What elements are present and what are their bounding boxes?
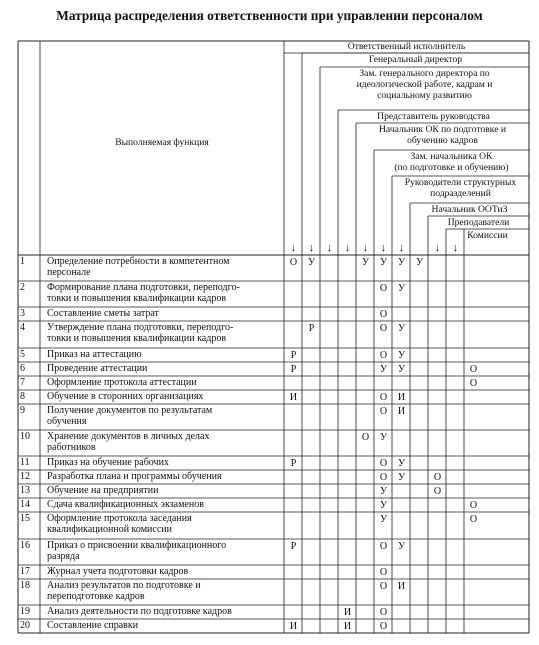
responsibility-mark: У [397, 283, 406, 294]
function-text-line: Обучение в сторонних организациях [47, 391, 204, 402]
function-cell [47, 391, 203, 402]
row-number: 16 [20, 540, 30, 551]
row-number: 15 [20, 513, 30, 524]
row-number: 19 [20, 606, 30, 617]
down-arrow-icon: ↓ [326, 242, 333, 254]
responsibility-mark: У [397, 364, 406, 375]
down-arrow-icon: ↓ [290, 242, 297, 254]
responsibility-mark: О [469, 364, 478, 375]
function-text-line: Определение потребности в компетентном [47, 256, 230, 267]
function-text-line: обучения [47, 416, 87, 428]
function-text-line: Получение документов по результатам [47, 405, 213, 416]
function-text-line: Обучение на предприятии [47, 485, 159, 496]
function-cell [47, 363, 147, 374]
role-header-line: Зам. начальника ОК [410, 151, 493, 162]
function-cell [47, 457, 169, 468]
responsibility-mark: О [379, 567, 388, 578]
responsibility-mark: Р [290, 541, 297, 552]
role-header-line: Преподаватели [447, 217, 510, 228]
function-text-line: работников [47, 442, 96, 454]
role-header-line: идеологической работе, кадрам и [356, 79, 493, 90]
row-number: 9 [20, 405, 25, 416]
responsibility-mark: Р [308, 323, 315, 334]
responsibility-mark: О [379, 323, 388, 334]
responsibility-mark: У [397, 541, 406, 552]
function-cell [47, 431, 209, 453]
responsibility-mark: О [379, 392, 388, 403]
function-text-line: квалификационной комиссии [47, 524, 172, 536]
function-text-line: разряда [47, 551, 80, 563]
role-header-line: Начальник ОК по подготовке и [378, 124, 507, 135]
function-text-line: Утверждение плана подготовки, переподго- [47, 322, 234, 333]
row-number: 7 [20, 377, 25, 388]
function-text-line: Формирование плана подготовки, переподго- [47, 282, 240, 293]
responsibility-mark: О [379, 621, 388, 632]
responsibility-mark: О [433, 472, 442, 483]
responsibility-mark: У [379, 364, 388, 375]
page-title: Матрица распределения ответственности при управлении персоналом [56, 8, 483, 23]
function-column-header: Выполняемая функция [115, 137, 209, 148]
responsibility-mark: У [379, 500, 388, 511]
function-cell [47, 513, 192, 535]
responsibility-mark: О [361, 432, 370, 443]
down-arrow-icon: ↓ [344, 242, 351, 254]
responsibility-mark: О [379, 350, 388, 361]
row-number: 20 [20, 620, 30, 631]
down-arrow-icon: ↓ [380, 242, 387, 254]
function-text-line: персонале [47, 267, 91, 279]
responsibility-mark: У [379, 514, 388, 525]
responsibility-mark: У [307, 257, 316, 268]
function-text-line: Приказ о присвоении квалификационного [47, 540, 227, 551]
function-text-line: товки и повышения квалификации кадров [47, 333, 227, 345]
function-text-line: Сдача квалификационных экзаменов [47, 499, 204, 510]
down-arrow-icon: ↓ [452, 242, 459, 254]
responsibility-mark: И [289, 621, 298, 632]
responsibility-mark: Р [290, 350, 297, 361]
role-header-line: Начальник ООТиЗ [431, 204, 508, 215]
row-number: 3 [20, 308, 25, 319]
responsibility-mark: У [379, 257, 388, 268]
responsibility-mark: У [379, 486, 388, 497]
function-cell [47, 308, 159, 319]
responsibility-mark: О [379, 541, 388, 552]
row-number: 14 [20, 499, 30, 510]
responsibility-mark: И [289, 392, 298, 403]
responsibility-mark: У [415, 257, 424, 268]
responsibility-mark: Р [290, 364, 297, 375]
role-header-line: обучению кадров [407, 135, 478, 146]
row-number: 13 [20, 485, 30, 496]
row-number: 11 [20, 457, 30, 468]
function-text-line: Проведение аттестации [47, 363, 148, 374]
role-header-line: Комиссии [467, 230, 508, 241]
row-number: 1 [20, 256, 25, 267]
responsibility-mark: О [433, 486, 442, 497]
function-cell [47, 322, 233, 344]
function-text-line: Анализ результатов по подготовке и [47, 580, 201, 591]
function-text-line: Составление справки [47, 620, 139, 631]
responsibility-mark: О [469, 378, 478, 389]
function-text-line: товки и повышения квалификации кадров [47, 293, 227, 305]
function-cell [47, 405, 212, 427]
row-number: 2 [20, 282, 25, 293]
function-cell [47, 580, 201, 602]
function-text-line: Разработка плана и программы обучения [47, 471, 222, 482]
responsibility-mark: О [379, 309, 388, 320]
responsibility-mark: О [379, 581, 388, 592]
responsibility-mark: У [379, 432, 388, 443]
function-text-line: Хранение документов в личных делах [47, 431, 210, 442]
down-arrow-icon: ↓ [308, 242, 315, 254]
responsibility-mark: У [397, 350, 406, 361]
responsibility-mark: Р [290, 458, 297, 469]
responsibility-mark: О [379, 406, 388, 417]
function-cell [47, 471, 222, 482]
function-cell [47, 499, 204, 510]
responsibility-mark: О [379, 472, 388, 483]
responsibility-mark: И [397, 406, 406, 417]
responsibility-mark: И [397, 581, 406, 592]
role-header-line: Руководители структурных [404, 177, 517, 188]
row-number: 4 [20, 322, 25, 333]
responsibility-mark: У [397, 458, 406, 469]
down-arrow-icon: ↓ [362, 242, 369, 254]
down-arrow-icon: ↓ [434, 242, 441, 254]
function-cell [47, 620, 138, 631]
down-arrow-icon: ↓ [398, 242, 405, 254]
responsibility-mark: О [379, 607, 388, 618]
function-cell [47, 566, 188, 577]
function-text-line: Приказ на обучение рабочих [47, 457, 169, 468]
responsibility-mark: И [343, 607, 352, 618]
function-text-line: Составление сметы затрат [47, 308, 159, 319]
role-header-line: социальному развитию [377, 90, 472, 101]
row-number: 5 [20, 349, 25, 360]
row-number: 10 [20, 431, 30, 442]
function-cell [47, 349, 142, 360]
function-text-line: Приказ на аттестацию [47, 349, 142, 360]
responsibility-mark: О [469, 514, 478, 525]
responsibility-mark: О [379, 458, 388, 469]
function-cell [47, 485, 158, 496]
responsibility-mark: И [343, 621, 352, 632]
function-cell [47, 282, 240, 304]
role-header-line: Зам. генерального директора по [359, 68, 490, 79]
function-cell [47, 377, 197, 388]
function-text-line: Оформление протокола аттестации [47, 377, 197, 388]
function-text-line: переподготовке кадров [47, 591, 145, 603]
function-cell [47, 256, 230, 278]
responsibility-mark: У [397, 323, 406, 334]
responsibility-mark: И [397, 392, 406, 403]
function-text-line: Оформление протокола заседания [47, 513, 192, 524]
role-header-line: подразделений [430, 188, 491, 199]
row-number: 6 [20, 363, 25, 374]
function-cell [47, 606, 232, 617]
responsibility-mark: У [361, 257, 370, 268]
responsibility-mark: О [379, 283, 388, 294]
role-header-line: Генеральный директор [368, 54, 463, 65]
role-header-line: (по подготовке и обучению) [394, 162, 509, 173]
responsibility-mark: О [289, 257, 298, 268]
row-number: 8 [20, 391, 25, 402]
row-number: 12 [20, 471, 30, 482]
row-number: 18 [20, 580, 30, 591]
role-header-line: Представитель руководства [377, 111, 490, 122]
responsibility-mark: О [469, 500, 478, 511]
responsibility-mark: У [397, 472, 406, 483]
function-text-line: Журнал учета подготовки кадров [47, 566, 189, 577]
function-text-line: Анализ деятельности по подготовке кадров [47, 606, 232, 617]
responsibility-mark: У [397, 257, 406, 268]
row-number: 17 [20, 566, 30, 577]
responsible-executor-header: Ответственный исполнитель [347, 41, 466, 52]
function-cell [47, 540, 226, 562]
